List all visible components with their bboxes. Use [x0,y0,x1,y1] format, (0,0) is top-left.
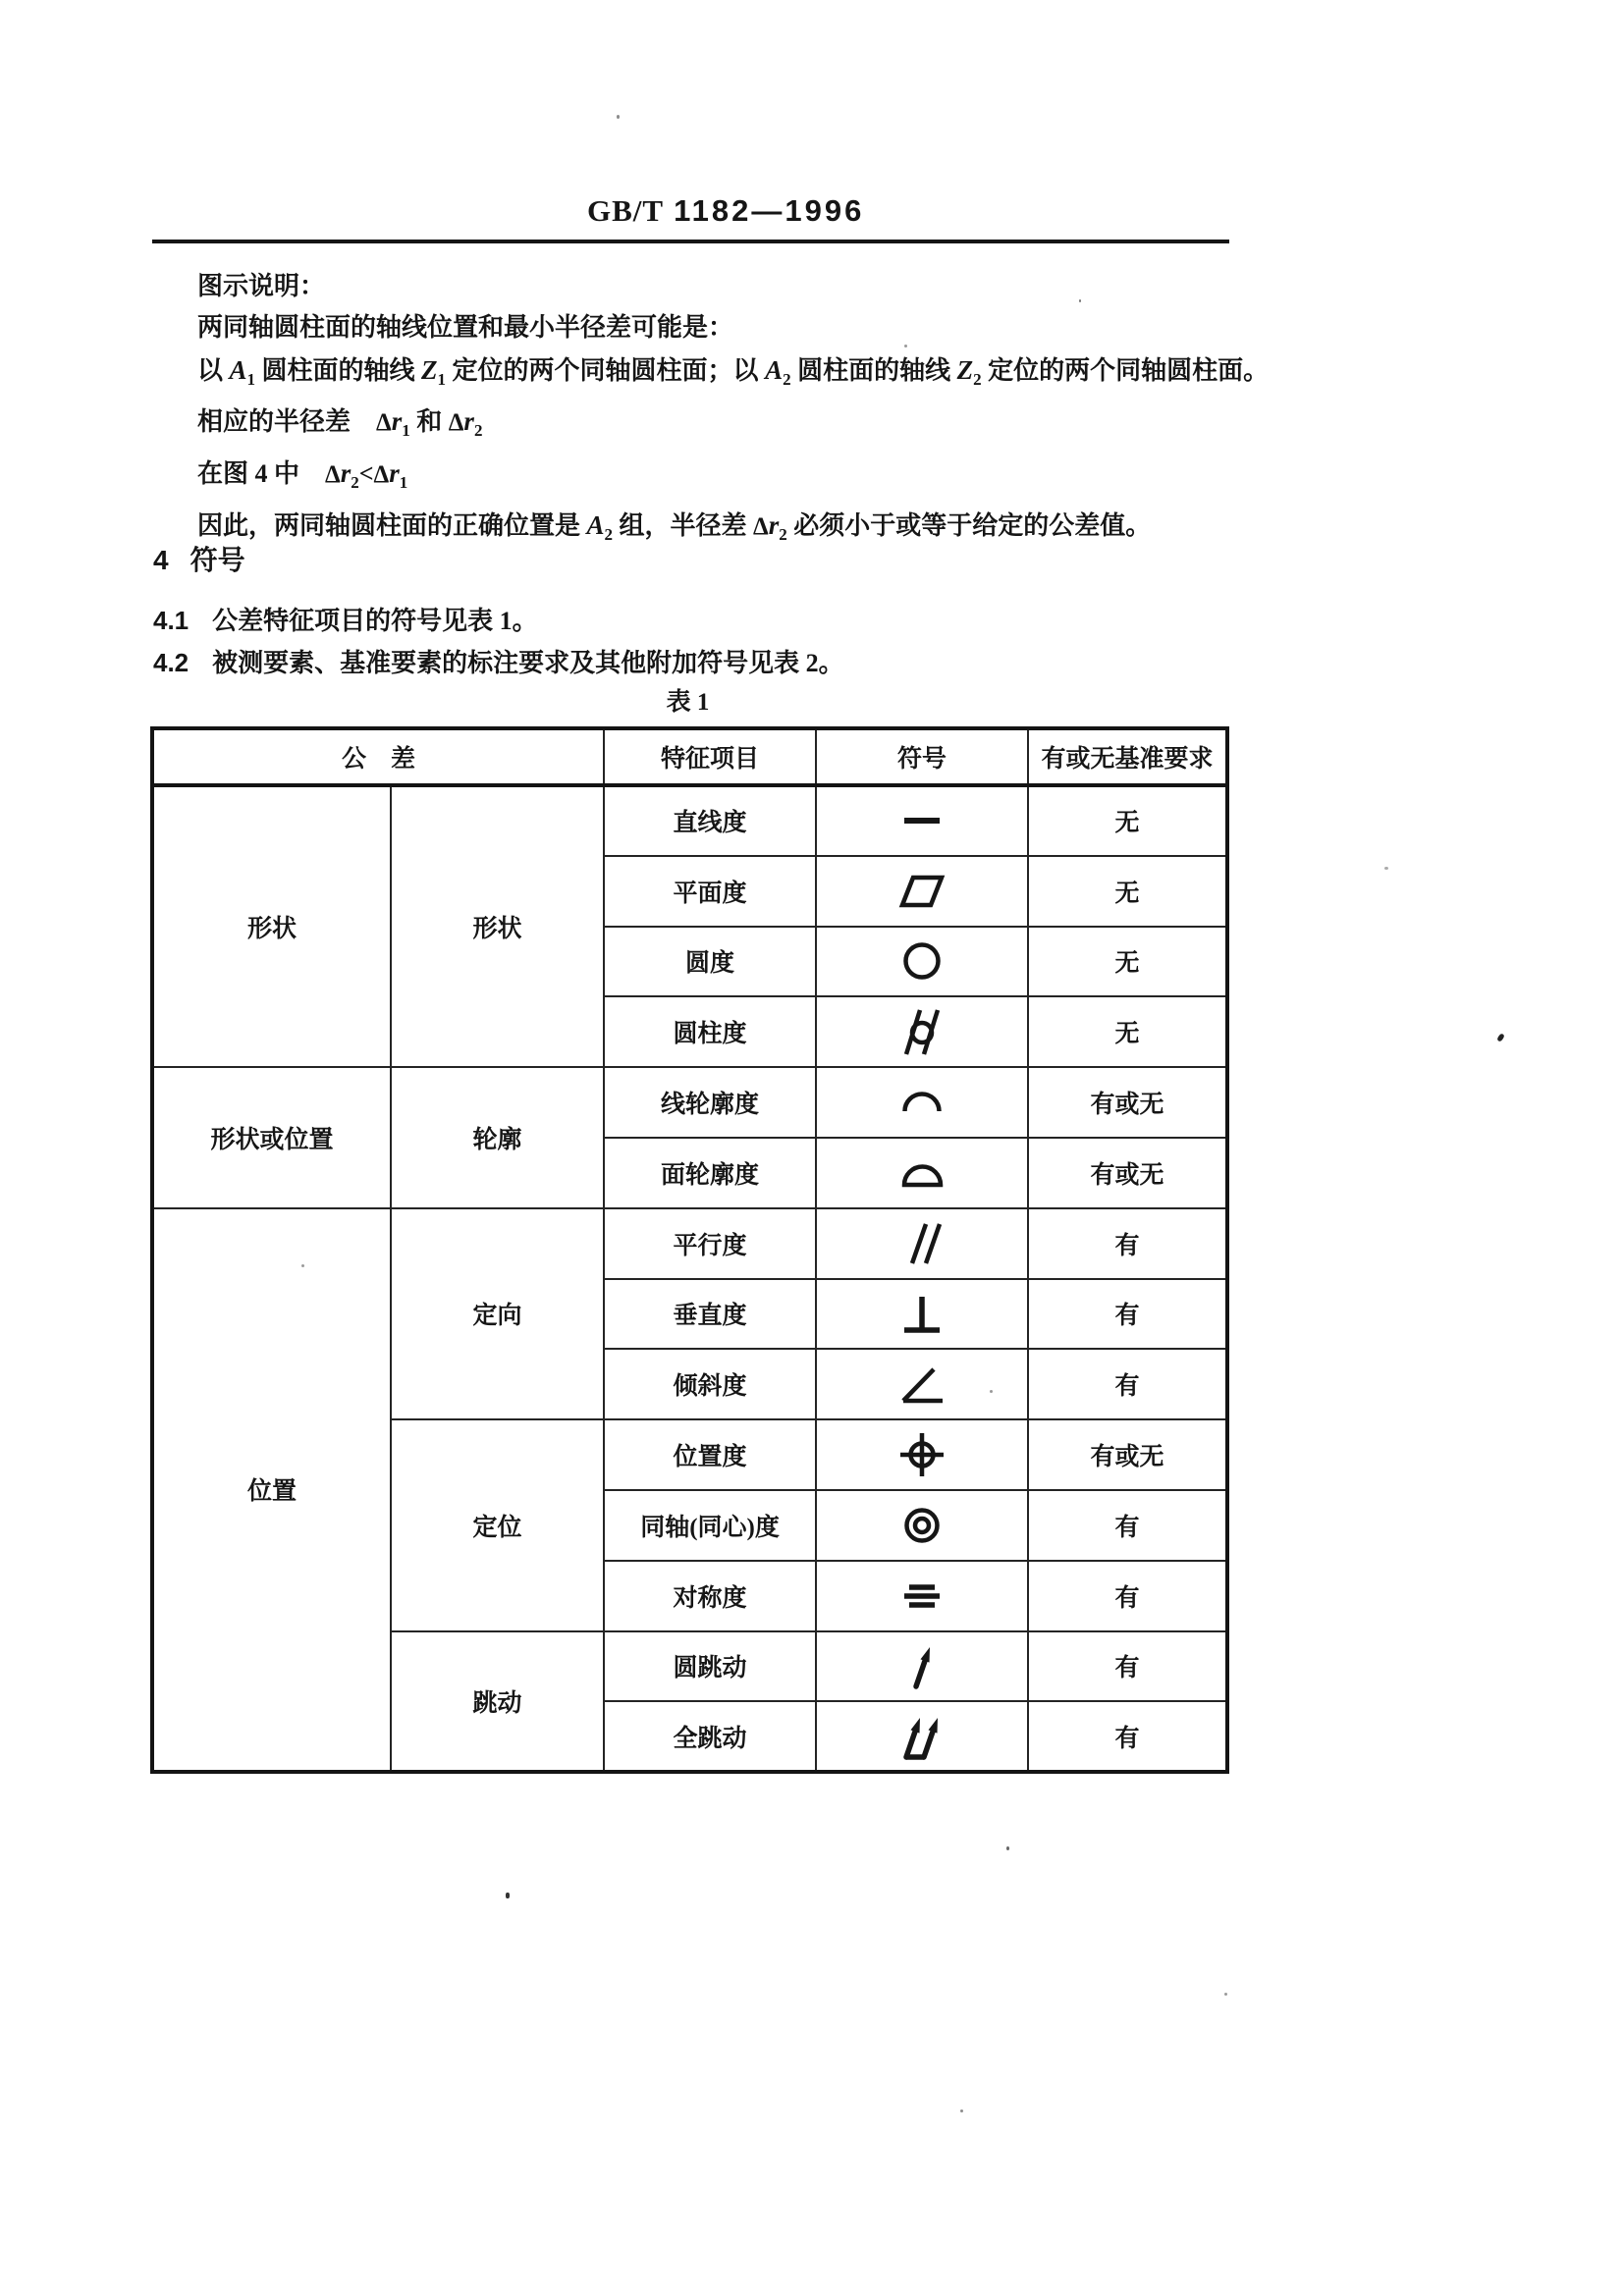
characteristic-cell: 圆跳动 [604,1631,816,1702]
characteristic-cell: 直线度 [604,785,816,856]
symbol-cell [816,1561,1028,1631]
tolerance-subgroup-runout: 跳动 [391,1631,604,1773]
header-rule [152,240,1229,243]
datum-cell: 有 [1028,1208,1227,1279]
header-datum: 有或无基准要求 [1028,728,1227,785]
symbol-cell [816,1138,1028,1208]
tolerance-subgroup-orientation: 定向 [391,1208,604,1419]
doc-code-number: 1182—1996 [674,193,865,228]
characteristic-cell: 面轮廓度 [604,1138,816,1208]
angularity-icon [896,1359,947,1410]
scan-speck [1079,299,1081,302]
header-symbol: 符号 [816,728,1028,785]
characteristic-cell: 圆度 [604,927,816,997]
characteristic-cell: 位置度 [604,1419,816,1490]
tolerance-symbol-table [150,726,1229,1774]
doc-code [587,193,864,229]
datum-cell: 无 [1028,785,1227,856]
paragraph-axes: 两同轴圆柱面的轴线位置和最小半径差可能是： [197,313,734,343]
datum-cell: 有 [1028,1631,1227,1702]
position-icon [896,1429,947,1480]
scan-speck [617,115,620,119]
symbol-cell [816,856,1028,927]
scan-speck [990,1390,993,1393]
characteristic-cell: 平行度 [604,1208,816,1279]
datum-cell: 有 [1028,1490,1227,1561]
datum-cell: 有或无 [1028,1067,1227,1138]
scan-speck [1006,1846,1009,1850]
roundness-icon [896,935,947,987]
table-row [152,785,1227,856]
characteristic-cell: 全跳动 [604,1701,816,1772]
paragraph-conclusion: 因此，两同轴圆柱面的正确位置是 $A_2$ 组，半径差 $\Delta r_2$ 必须小于或等于给定的公差值。 [197,509,1152,544]
section-title: 符号 [189,545,245,575]
cylindricity-icon [896,1006,947,1057]
symbol-cell [816,1490,1028,1561]
section-heading [153,539,245,578]
tolerance-group-form-or-position: 形状或位置 [152,1067,391,1208]
scan-speck [904,345,907,347]
paragraph-legend: 图示说明： [197,272,326,300]
table-row [152,1067,1227,1138]
table-row [152,1208,1227,1279]
doc-code-prefix: GB/T [587,193,665,228]
table-header-row [152,728,1227,785]
symbol-cell [816,1208,1028,1279]
characteristic-cell: 垂直度 [604,1279,816,1350]
datum-cell: 无 [1028,856,1227,927]
symbol-cell [816,996,1028,1067]
perpendicularity-icon [896,1288,947,1339]
parallelism-icon [896,1218,947,1269]
datum-cell: 无 [1028,927,1227,997]
symbol-cell [816,1349,1028,1419]
characteristic-cell: 平面度 [604,856,816,927]
symbol-cell [816,1631,1028,1702]
characteristic-cell: 倾斜度 [604,1349,816,1419]
datum-cell: 有或无 [1028,1138,1227,1208]
profile-of-surface-icon [896,1148,947,1199]
circular-runout-icon [896,1640,947,1691]
datum-cell: 有 [1028,1701,1227,1772]
section-item-4-2: 4.2 被测要素、基准要素的标注要求及其他附加符号见表 2。 [153,648,844,677]
scan-speck [1224,1993,1227,1996]
paragraph-cylinders: 以 $A_1$ 圆柱面的轴线 $Z_1$ 定位的两个同轴圆柱面；以 $A_2$ 圆柱面的轴线 $Z_2$ 定位的两个同轴圆柱面。 [197,354,1270,389]
characteristic-cell: 线轮廓度 [604,1067,816,1138]
header-characteristic: 特征项目 [604,728,816,785]
symbol-cell [816,927,1028,997]
characteristic-cell: 同轴(同心)度 [604,1490,816,1561]
datum-cell: 无 [1028,996,1227,1067]
flatness-icon [896,866,947,917]
scan-speck [301,1264,304,1267]
table-caption: 表 1 [666,689,710,716]
tolerance-subgroup-profile: 轮廓 [391,1067,604,1208]
datum-cell: 有或无 [1028,1419,1227,1490]
symbol-cell [816,1419,1028,1490]
total-runout-icon [896,1711,947,1762]
straightness-icon [896,795,947,846]
characteristic-cell: 对称度 [604,1561,816,1631]
profile-of-line-icon [896,1077,947,1128]
section-number: 4 [153,545,169,575]
tolerance-subgroup-location: 定位 [391,1419,604,1630]
datum-cell: 有 [1028,1279,1227,1350]
symbol-cell [816,785,1028,856]
characteristic-cell: 圆柱度 [604,996,816,1067]
paragraph-figure4: 在图 4 中 $\Delta r_2<\Delta r_1$ [197,458,408,493]
scan-speck [960,2109,963,2112]
symmetry-icon [896,1571,947,1622]
datum-cell: 有 [1028,1349,1227,1419]
symbol-cell [816,1067,1028,1138]
tolerance-group-position: 位置 [152,1208,391,1772]
datum-cell: 有 [1028,1561,1227,1631]
scan-speck [506,1893,510,1898]
scan-speck [1384,867,1388,870]
header-tolerance: 公 差 [152,728,604,785]
symbol-cell [816,1279,1028,1350]
concentricity-icon [896,1500,947,1551]
section-item-4-1: 4.1 公差特征项目的符号见表 1。 [153,606,538,635]
paragraph-radius-diff: 相应的半径差 $\Delta r_1$ 和 $\Delta r_2$ [197,406,483,441]
symbol-cell [816,1701,1028,1772]
body-text [197,266,1444,556]
scan-speck [1496,1033,1505,1041]
tolerance-group-form: 形状 [152,785,391,1067]
tolerance-subgroup-form: 形状 [391,785,604,1067]
